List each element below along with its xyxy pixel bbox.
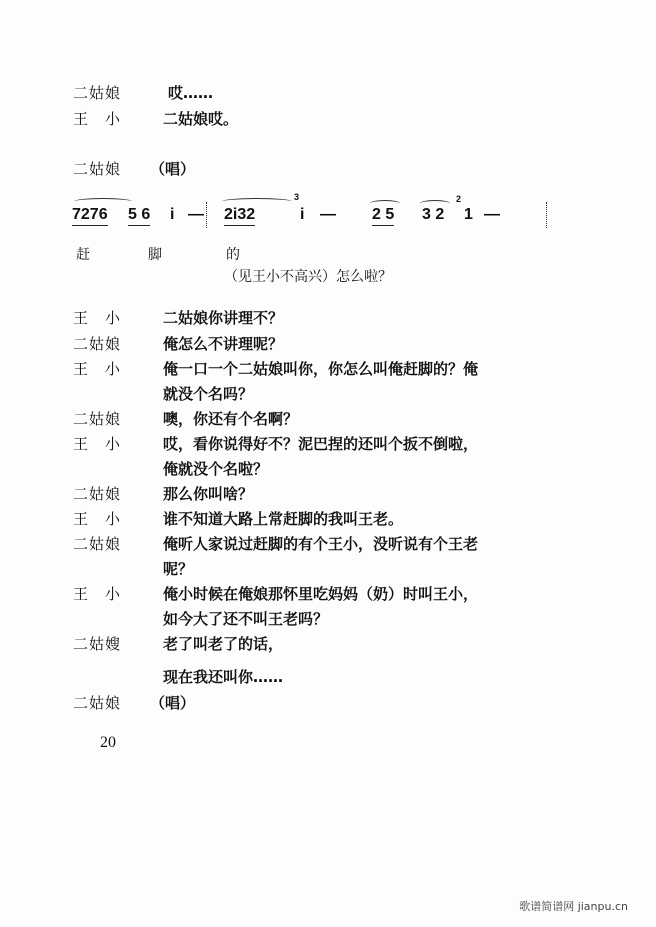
line: 俺怎么不讲理呢？: [163, 335, 284, 353]
line: 那么你叫啥？: [163, 485, 254, 503]
speaker: 王 小: [73, 585, 122, 603]
line: 二姑娘哎。: [163, 110, 239, 128]
watermark: 歌谱简谱网 jianpu.cn: [519, 900, 628, 913]
speaker: 二姑娘: [73, 335, 122, 353]
dash: —: [320, 206, 336, 223]
line: 就没个名吗？: [163, 385, 254, 403]
note-group: 7276: [72, 206, 108, 226]
line: 现在我还叫你……: [163, 668, 284, 686]
line: 俺听人家说过赶脚的有个王小，没听说有个王老: [163, 535, 479, 553]
speaker: 王 小: [73, 110, 122, 128]
line: 俺小时候在俺娘那怀里吃妈妈（奶）时叫王小，: [163, 585, 479, 603]
speaker: 二姑娘: [73, 160, 122, 178]
line: 俺就没个名啦？: [163, 460, 269, 478]
line: 二姑娘你讲理不？: [163, 309, 284, 327]
speaker: 二姑娘: [73, 485, 122, 503]
barline: [546, 202, 547, 228]
note: i: [300, 206, 305, 223]
slur: [222, 198, 292, 205]
speaker: 二姑娘: [73, 535, 122, 553]
note-group: 2 5: [372, 206, 394, 226]
line: 俺一口一个二姑娘叫你，你怎么叫俺赶脚的？俺: [163, 360, 479, 378]
line: 如今大了还不叫王老吗？: [163, 610, 329, 628]
grace-note: 3: [294, 192, 300, 202]
speaker: 二姑娘: [73, 410, 122, 428]
line: 呢？: [163, 560, 194, 578]
speaker: 二姑娘: [73, 694, 122, 712]
lyric: 脚: [148, 247, 162, 263]
speaker: 王 小: [73, 360, 122, 378]
lyric: 的: [226, 247, 240, 263]
line: 老了叫老了的话，: [163, 635, 284, 653]
line: （唱）: [150, 160, 196, 178]
speaker: 王 小: [73, 510, 122, 528]
page-number: 20: [100, 734, 116, 751]
line: 谁不知道大路上常赶脚的我叫王老。: [163, 510, 404, 528]
speaker: 二姑嫂: [73, 635, 122, 653]
line: 哎，看你说得好不？泥巴捏的还叫个扳不倒啦，: [163, 435, 479, 453]
barline: [206, 202, 207, 228]
note: i: [170, 206, 175, 223]
line: 哎……: [168, 84, 214, 102]
stage-direction: （见王小不高兴）怎么啦？: [224, 269, 392, 285]
note-group: 5 6: [128, 206, 150, 226]
speaker: 王 小: [73, 435, 122, 453]
speaker: 王 小: [73, 309, 122, 327]
dash: —: [484, 206, 500, 223]
note-group: 2i32: [224, 206, 255, 226]
speaker: 二姑娘: [73, 84, 122, 102]
dash: —: [188, 206, 204, 223]
note-group: 3 2: [422, 206, 445, 223]
line: （唱）: [150, 694, 196, 712]
grace-note: 2: [456, 194, 462, 204]
note: 1: [464, 206, 473, 223]
line: 噢，你还有个名啊？: [163, 410, 299, 428]
slur: [74, 198, 132, 205]
lyric: 赶: [76, 247, 90, 263]
